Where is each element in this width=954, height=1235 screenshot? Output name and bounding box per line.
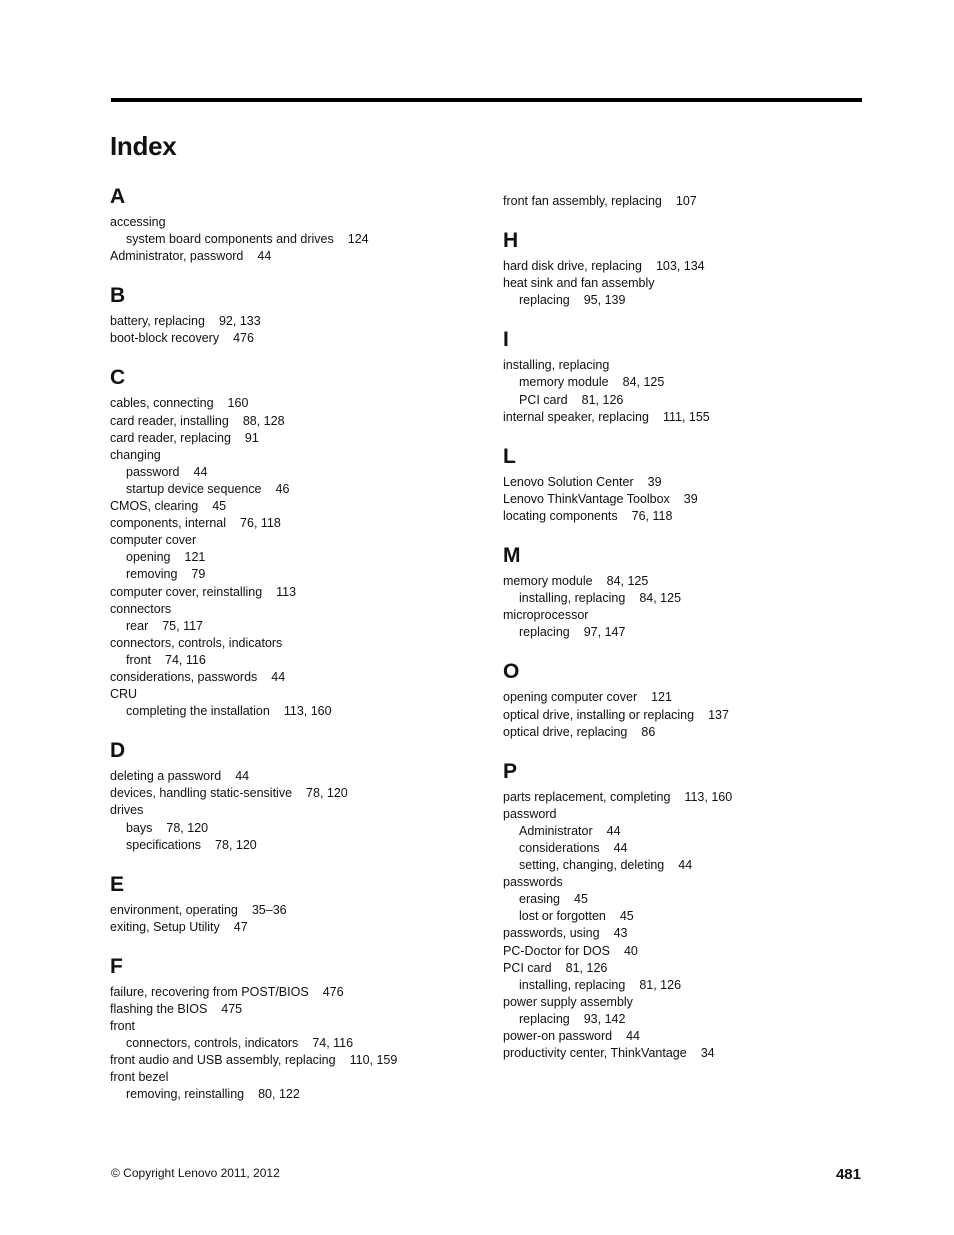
index-entry <box>503 491 883 508</box>
entry-pages: 78, 120 <box>215 837 257 852</box>
entry-term: connectors, controls, indicators <box>110 635 283 650</box>
index-subentry <box>110 1035 490 1052</box>
index-entry <box>503 607 883 624</box>
index-subentry <box>503 374 883 391</box>
entry-pages: 137 <box>708 707 729 722</box>
page-number: 481 <box>835 1166 861 1183</box>
entry-term: power supply assembly <box>503 994 633 1009</box>
index-entry <box>110 768 490 785</box>
entry-pages: 81, 126 <box>639 977 682 992</box>
section-letter: A <box>110 185 126 208</box>
entry-pages: 34 <box>700 1046 715 1061</box>
index-entry <box>503 925 883 942</box>
entry-pages: 78, 120 <box>306 786 348 801</box>
entry-term: specifications <box>126 837 202 852</box>
entry-term: PC-Doctor for DOS <box>503 943 610 958</box>
entry-pages: 45 <box>619 909 634 924</box>
index-subentry <box>110 566 490 583</box>
index-entry <box>503 724 883 741</box>
index-entry <box>110 498 490 515</box>
index-subentry <box>110 820 490 837</box>
entry-term: optical drive, replacing <box>503 724 628 739</box>
entry-pages: 47 <box>233 919 248 934</box>
entry-term: locating components <box>503 508 618 523</box>
entry-term: Lenovo Solution Center <box>503 474 634 489</box>
index-column-left <box>110 185 490 1104</box>
entry-term: front fan assembly, replacing <box>503 194 662 208</box>
index-subentry <box>503 908 883 925</box>
entry-pages: 81, 126 <box>581 392 624 407</box>
index-section <box>110 739 490 853</box>
index-entry <box>503 409 883 426</box>
index-entry <box>503 193 883 210</box>
entry-term: password <box>126 464 180 479</box>
entry-pages: 476 <box>233 331 254 346</box>
entry-term: installing, replacing <box>519 977 626 992</box>
entry-pages: 44 <box>257 249 272 264</box>
index-subentry <box>110 837 490 854</box>
index-entry <box>110 413 490 430</box>
index-section <box>503 193 883 210</box>
index-entry <box>503 357 883 374</box>
index-entry <box>110 248 490 265</box>
entry-pages: 40 <box>623 943 638 958</box>
entry-pages: 88, 128 <box>242 413 285 428</box>
entry-term: boot-block recovery <box>110 331 220 346</box>
index-entry <box>110 313 490 330</box>
entry-term: changing <box>110 447 161 462</box>
index-subentry <box>503 590 883 607</box>
entry-term: deleting a password <box>110 769 222 784</box>
index-entry <box>110 330 490 347</box>
index-entry <box>110 1018 490 1035</box>
entry-term: battery, replacing <box>110 314 205 329</box>
entry-term: CRU <box>110 687 138 702</box>
index-entry <box>110 515 490 532</box>
index-entry <box>110 902 490 919</box>
entry-pages: 46 <box>275 481 290 496</box>
index-subentry <box>110 703 490 720</box>
entry-pages: 476 <box>322 984 344 999</box>
index-subentry <box>503 392 883 409</box>
entry-pages: 160 <box>227 396 249 411</box>
entry-term: devices, handling static-sensitive <box>110 786 293 801</box>
index-section <box>503 660 883 740</box>
index-entry <box>110 984 490 1001</box>
entry-term: front <box>126 652 152 667</box>
entry-pages: 121 <box>651 690 672 705</box>
entry-term: Administrator <box>519 823 593 838</box>
section-letter: C <box>110 366 126 390</box>
entry-term: microprocessor <box>503 608 589 623</box>
entry-pages: 44 <box>235 769 250 784</box>
entry-term: installing, replacing <box>503 358 610 373</box>
index-entry <box>110 919 490 936</box>
index-entry <box>110 1052 490 1069</box>
entry-term: computer cover <box>110 533 197 548</box>
entry-term: password <box>503 806 557 821</box>
index-entry <box>110 686 490 703</box>
entry-term: PCI card <box>503 960 552 975</box>
index-entry <box>110 669 490 686</box>
index-subentry <box>503 823 883 840</box>
index-entry <box>503 943 883 960</box>
index-section <box>110 366 490 720</box>
index-entry <box>503 1028 883 1045</box>
entry-pages: 76, 118 <box>631 508 673 523</box>
entry-pages: 44 <box>193 464 208 479</box>
entry-term: bays <box>126 820 153 835</box>
entry-term: Lenovo ThinkVantage Toolbox <box>503 491 670 506</box>
index-entry <box>110 601 490 618</box>
section-gap <box>110 720 490 739</box>
entry-pages: 110, 159 <box>349 1053 398 1068</box>
entry-pages: 84, 125 <box>639 591 682 606</box>
index-entry <box>503 689 883 706</box>
index-subentry <box>110 652 490 669</box>
entry-term: heat sink and fan assembly <box>503 276 655 291</box>
entry-pages: 79 <box>191 567 206 582</box>
index-subentry <box>110 549 490 566</box>
entry-pages: 95, 139 <box>583 293 626 308</box>
entry-term: flashing the BIOS <box>110 1002 208 1016</box>
index-subentry <box>503 624 883 641</box>
section-gap <box>503 641 883 660</box>
index-entry <box>110 447 490 464</box>
index-section <box>503 544 883 641</box>
entry-term: PCI card <box>519 392 568 407</box>
entry-term: lost or forgotten <box>519 909 606 924</box>
index-entry <box>503 573 883 590</box>
entry-term: computer cover, reinstalling <box>110 584 263 599</box>
entry-term: rear <box>126 618 149 633</box>
entry-pages: 75, 117 <box>162 618 204 633</box>
index-subentry <box>503 840 883 857</box>
index-entry <box>503 258 883 275</box>
copyright-notice: © Copyright Lenovo 2011, 2012 <box>111 1166 280 1180</box>
entry-pages: 45 <box>574 892 588 907</box>
index-column-right <box>503 193 883 1062</box>
entry-term: installing, replacing <box>519 591 626 606</box>
index-entry <box>110 802 490 819</box>
section-letter: O <box>503 660 520 684</box>
section-gap <box>503 309 883 328</box>
entry-pages: 44 <box>626 1029 640 1043</box>
entry-term: removing, reinstalling <box>126 1087 245 1102</box>
index-subentry <box>503 1011 883 1028</box>
top-rule <box>111 98 862 102</box>
index-entry <box>503 806 883 823</box>
entry-pages: 39 <box>647 474 662 489</box>
index-entry <box>503 994 883 1011</box>
page-title: Index <box>110 131 177 161</box>
entry-term: replacing <box>519 625 570 640</box>
entry-term: setting, changing, deleting <box>519 858 665 873</box>
entry-pages: 44 <box>606 823 621 838</box>
index-entry <box>503 474 883 491</box>
section-letter: L <box>503 444 516 468</box>
entry-term: front audio and USB assembly, replacing <box>110 1053 336 1068</box>
entry-pages: 45 <box>212 499 227 514</box>
entry-pages: 84, 125 <box>606 574 649 589</box>
section-letter: H <box>503 229 519 253</box>
index-entry <box>503 275 883 292</box>
entry-pages: 78, 120 <box>166 820 209 835</box>
section-gap <box>503 210 883 229</box>
entry-term: drives <box>110 803 144 818</box>
index-entry <box>503 707 883 724</box>
entry-term: productivity center, ThinkVantage <box>503 1046 687 1061</box>
index-subentry <box>503 292 883 309</box>
section-gap <box>110 347 490 366</box>
entry-term: front bezel <box>110 1070 169 1085</box>
entry-term: connectors <box>110 601 172 616</box>
entry-pages: 43 <box>613 926 628 941</box>
entry-pages: 111, 155 <box>662 409 710 424</box>
entry-term: power-on password <box>503 1029 613 1043</box>
entry-pages: 81, 126 <box>565 960 608 975</box>
entry-pages: 35–36 <box>251 902 287 917</box>
section-gap <box>503 525 883 544</box>
entry-term: opening <box>126 550 171 565</box>
entry-pages: 103, 134 <box>655 259 705 274</box>
entry-pages: 93, 142 <box>583 1011 626 1026</box>
section-gap <box>503 426 883 445</box>
index-section <box>110 284 490 347</box>
entry-pages: 91 <box>244 430 259 445</box>
section-letter: E <box>110 872 125 896</box>
entry-term: connectors, controls, indicators <box>126 1036 299 1051</box>
index-subentry <box>110 618 490 635</box>
entry-term: exiting, Setup Utility <box>110 919 220 934</box>
index-subentry <box>110 231 490 248</box>
entry-term: memory module <box>519 375 609 390</box>
entry-pages: 113, 160 <box>684 789 733 804</box>
entry-pages: 107 <box>675 194 697 208</box>
section-letter: D <box>110 739 126 763</box>
entry-term: optical drive, installing or replacing <box>503 707 695 722</box>
entry-term: passwords <box>503 875 563 890</box>
entry-pages: 124 <box>347 232 369 247</box>
index-entry <box>503 789 883 806</box>
section-gap <box>110 936 490 955</box>
entry-pages: 74, 116 <box>165 652 206 667</box>
entry-term: removing <box>126 567 178 582</box>
entry-term: components, internal <box>110 516 227 531</box>
entry-pages: 86 <box>641 724 656 739</box>
index-entry <box>110 532 490 549</box>
entry-term: considerations <box>519 840 600 855</box>
index-entry <box>503 960 883 977</box>
entry-pages: 76, 118 <box>240 516 281 531</box>
entry-term: hard disk drive, replacing <box>503 259 642 274</box>
entry-pages: 113 <box>276 584 297 599</box>
entry-pages: 39 <box>683 491 698 506</box>
index-subentry <box>110 464 490 481</box>
index-subentry <box>110 481 490 498</box>
entry-term: memory module <box>503 574 593 589</box>
entry-pages: 475 <box>221 1002 243 1016</box>
entry-pages: 84, 125 <box>622 375 665 390</box>
entry-term: opening computer cover <box>503 690 638 705</box>
entry-term: environment, operating <box>110 902 238 917</box>
entry-term: considerations, passwords <box>110 669 258 684</box>
entry-pages: 74, 116 <box>312 1036 354 1051</box>
index-section <box>110 955 490 1104</box>
entry-term: front <box>110 1019 136 1034</box>
index-entry <box>110 635 490 652</box>
entry-term: cables, connecting <box>110 396 214 411</box>
index-section <box>503 760 883 1063</box>
section-letter: F <box>110 954 123 978</box>
index-section <box>110 185 490 265</box>
index-entry <box>503 874 883 891</box>
section-gap <box>110 854 490 873</box>
entry-term: accessing <box>110 215 166 229</box>
entry-pages: 44 <box>613 840 628 855</box>
entry-term: parts replacement, completing <box>503 789 671 804</box>
entry-pages: 92, 133 <box>218 314 261 329</box>
index-section <box>503 229 883 309</box>
entry-term: card reader, installing <box>110 413 229 428</box>
entry-pages: 113, 160 <box>283 704 332 719</box>
entry-term: startup device sequence <box>126 481 262 496</box>
entry-term: erasing <box>519 892 560 907</box>
entry-term: card reader, replacing <box>110 430 231 445</box>
entry-pages: 44 <box>271 669 286 684</box>
section-letter: B <box>110 284 126 308</box>
section-gap <box>110 265 490 284</box>
entry-pages: 97, 147 <box>583 625 626 640</box>
index-section <box>503 445 883 525</box>
index-entry <box>110 1001 490 1018</box>
entry-term: replacing <box>519 1011 570 1026</box>
entry-pages: 121 <box>184 550 206 565</box>
section-letter: P <box>503 759 518 783</box>
entry-term: replacing <box>519 293 570 308</box>
index-entry <box>110 785 490 802</box>
entry-term: Administrator, password <box>110 249 244 264</box>
index-entry <box>110 584 490 601</box>
index-subentry <box>110 1086 490 1103</box>
section-letter: I <box>503 328 509 352</box>
entry-term: completing the installation <box>126 704 270 719</box>
index-subentry <box>503 891 883 908</box>
index-section <box>503 328 883 425</box>
index-entry <box>503 508 883 525</box>
entry-pages: 80, 122 <box>258 1087 300 1102</box>
index-entry <box>110 395 490 412</box>
entry-term: passwords, using <box>503 926 600 941</box>
entry-term: CMOS, clearing <box>110 499 199 514</box>
entry-term: failure, recovering from POST/BIOS <box>110 984 309 999</box>
index-entry <box>503 1045 883 1062</box>
entry-pages: 44 <box>678 858 693 873</box>
index-entry <box>110 1069 490 1086</box>
index-section <box>110 873 490 936</box>
section-gap <box>503 741 883 760</box>
index-subentry <box>503 977 883 994</box>
section-letter: M <box>503 544 521 568</box>
index-subentry <box>503 857 883 874</box>
entry-term: system board components and drives <box>126 232 334 247</box>
entry-term: internal speaker, replacing <box>503 409 649 424</box>
index-entry <box>110 430 490 447</box>
index-entry <box>110 214 490 231</box>
